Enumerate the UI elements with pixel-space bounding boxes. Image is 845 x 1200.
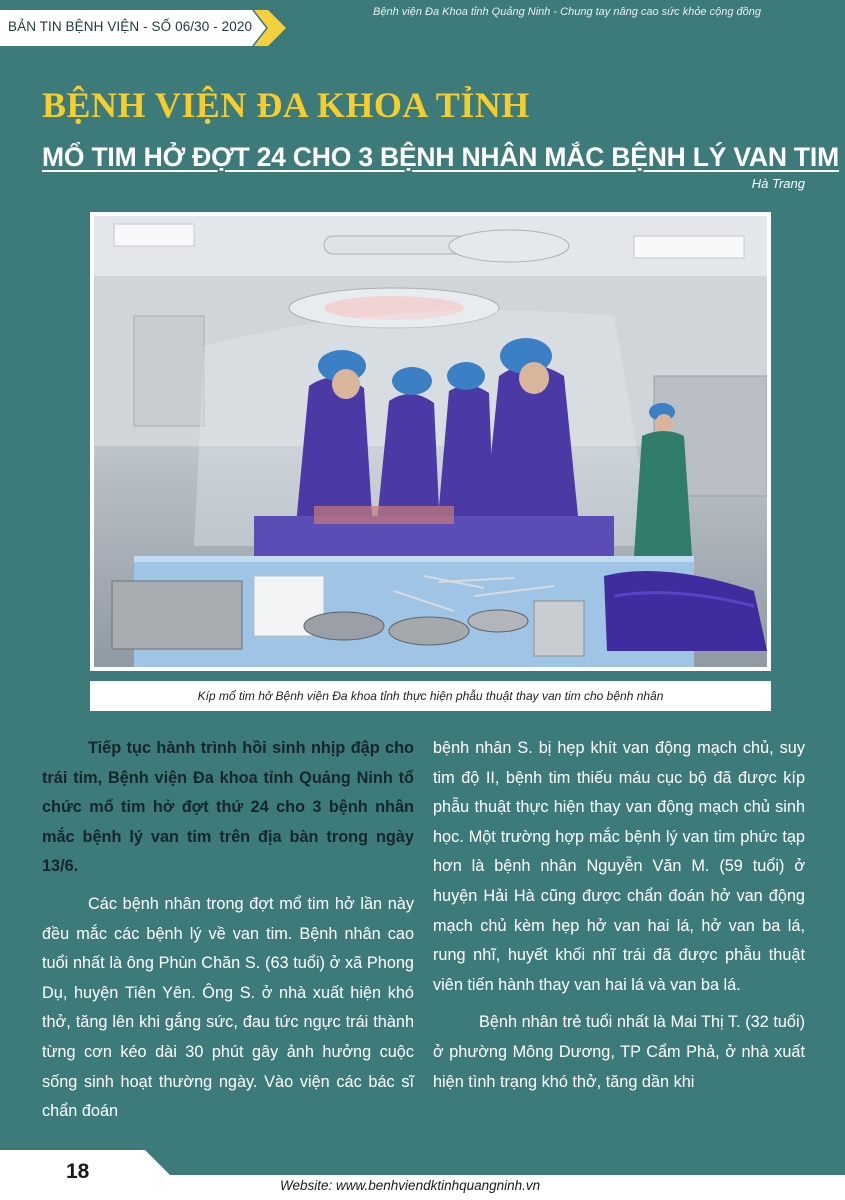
header-slogan: Bệnh viện Đa Khoa tỉnh Quảng Ninh - Chung tay nâng cao sức khỏe cộng đồng [373, 6, 761, 18]
footer-website[interactable]: Website: www.benhviendktinhquangninh.vn [280, 1178, 541, 1193]
photo-frame [90, 212, 771, 671]
page-number: 18 [66, 1160, 90, 1183]
body-paragraph: Bệnh nhân trẻ tuổi nhất là Mai Thị T. (32 tuổi) ở phường Mông Dương, TP Cẩm Phả, ở nhà xuất hiện tình trạng khó thở, tăng dần khi [433, 1013, 805, 1091]
surgery-photo [94, 216, 767, 667]
surgery-photo-illustration [94, 216, 767, 667]
body-paragraph: bệnh nhân S. bị hẹp khít van động mạch chủ, suy tim độ II, bệnh tim thiếu máu cục bộ đã được kíp phẫu thuật thực hiện thay van động mạch chủ sinh học. Một trường hợp mắc bệnh lý van tim phức tạp hơn là bệnh nhân Nguyễn Văn M. (59 tuổi) ở huyện Hải Hà cũng được chẩn đoán hở van động mạch chủ kèm hẹp hở van hai lá, hở van ba lá, rung nhĩ, huyết khối nhĩ trái đã được phẫu thuật viên tiến hành thay van hai lá và van ba lá. [433, 739, 805, 994]
bulletin-title: BẢN TIN BỆNH VIỆN - SỐ 06/30 - 2020 [8, 19, 253, 34]
lead-paragraph: Tiếp tục hành trình hồi sinh nhịp đập cho trái tim, Bệnh viện Đa khoa tỉnh Quảng Ninh tổ chức mổ tim hở đợt thứ 24 cho 3 bệnh nhân mắc bệnh lý van tim trên địa bàn trong ngày 13/6. [42, 739, 414, 876]
photo-caption-box [90, 681, 771, 711]
body-paragraph: Các bệnh nhân trong đợt mổ tim hở lần này đều mắc các bệnh lý về van tim. Bệnh nhân cao tuổi nhất là ông Phùn Chăn S. (63 tuổi) ở xã Phong Dụ, huyện Tiên Yên. Ông S. ở nhà xuất hiện khó thở, tăng lên khi gắng sức, đau tức ngực trái thành từng cơn kéo dài 30 phút gây ảnh hưởng cuộc sống sinh hoạt thường ngày. Vào viện các bác sĩ chẩn đoán [42, 894, 414, 1121]
article-author: Hà Trang [751, 176, 805, 191]
photo-caption: Kíp mổ tim hở Bệnh viện Đa khoa tỉnh thực hiện phẫu thuật thay van tim cho bệnh nhân [197, 689, 664, 703]
article-title: BỆNH VIỆN ĐA KHOA TỈNH [42, 85, 530, 125]
body-column-right [433, 734, 805, 1105]
body-column-left [42, 734, 414, 1135]
article-subtitle: MỔ TIM HỞ ĐỢT 24 CHO 3 BỆNH NHÂN MẮC BỆNH LÝ VAN TIM [42, 142, 839, 172]
